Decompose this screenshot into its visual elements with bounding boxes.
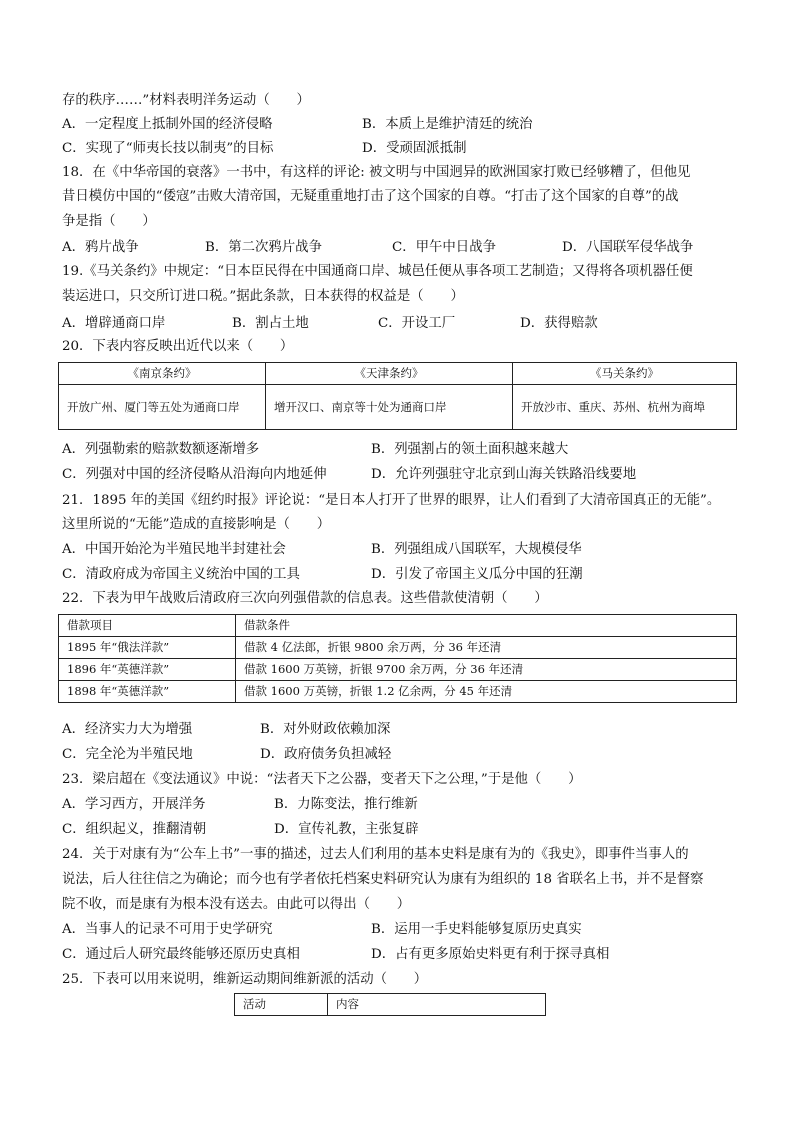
table-header-cell: 借款条件 (236, 615, 737, 637)
q18-option-d[interactable]: D．八国联军侵华战争 (562, 240, 694, 255)
q23-option-d[interactable]: D．宣传礼教，主张复辟 (274, 822, 419, 837)
q23-option-a[interactable]: A．学习西方，开展洋务 (62, 797, 206, 812)
q17-option-a[interactable]: A．一定程度上抵制外国的经济侵略 (62, 117, 273, 132)
q19-options (62, 315, 736, 333)
q18-options (62, 239, 736, 257)
q18-option-a[interactable]: A．鸦片战争 (62, 240, 139, 255)
table-header-row (59, 363, 737, 385)
table-cell: 借款 4 亿法郎，折银 9800 余万两，分 36 年还清 (236, 637, 737, 659)
q18-stem-line3: 争是指（ ） (62, 214, 156, 229)
q20-stem: 20．下表内容反映出近代以来（ ） (62, 339, 294, 354)
q23-options-row2 (62, 821, 736, 839)
q22-loan-table (58, 614, 737, 703)
q22-option-b[interactable]: B．对外财政依赖加深 (260, 722, 391, 737)
q22-options-row2 (62, 746, 736, 764)
table-cell: 开放广州、厦门等五处为通商口岸 (59, 385, 266, 430)
q19-option-d[interactable]: D．获得赔款 (520, 316, 598, 331)
q17-option-b[interactable]: B．本质上是维护清廷的统治 (362, 117, 533, 132)
q17-options-row1 (62, 116, 736, 134)
q24-options-row1 (62, 921, 736, 939)
table-header-cell: 借款项目 (59, 615, 236, 637)
q18-stem-line1: 18．在《中华帝国的衰落》一书中，有这样的评论: 被文明与中国迥异的欧洲国家打败已经够糟了，但他见 (62, 165, 691, 180)
q21-option-a[interactable]: A．中国开始沦为半殖民地半封建社会 (62, 542, 286, 557)
table-header-cell: 《天津条约》 (266, 363, 513, 385)
q21-option-d[interactable]: D．引发了帝国主义瓜分中国的狂潮 (371, 567, 583, 582)
q17-option-c[interactable]: C．实现了“师夷长技以制夷”的目标 (62, 141, 274, 156)
q17-stem-tail: 存的秩序……”材料表明洋务运动（ ） (62, 93, 310, 108)
table-cell: 1898 年“英德洋款” (59, 681, 236, 703)
q20-option-c[interactable]: C．列强对中国的经济侵略从沿海向内地延伸 (62, 467, 327, 482)
q24-stem-line1: 24．关于对康有为“公车上书”一事的描述，过去人们利用的基本史料是康有为的《我史》，即事件当事人的 (62, 847, 689, 862)
table-header-cell: 《南京条约》 (59, 363, 266, 385)
q22-option-d[interactable]: D．政府债务负担减轻 (260, 747, 392, 762)
table-cell: 借款 1600 万英镑，折银 9700 余万两，分 36 年还清 (236, 659, 737, 681)
table-row (59, 637, 737, 659)
q22-option-c[interactable]: C．完全沦为半殖民地 (62, 747, 193, 762)
q22-option-a[interactable]: A．经济实力大为增强 (62, 722, 193, 737)
q20-option-a[interactable]: A．列强勒索的赔款数额逐渐增多 (62, 442, 260, 457)
q19-option-b[interactable]: B．割占土地 (232, 316, 309, 331)
q21-options-row2 (62, 566, 736, 584)
q24-options-row2 (62, 946, 736, 964)
table-header-cell: 内容 (328, 994, 546, 1016)
q25-stem: 25．下表可以用来说明，维新运动期间维新派的活动（ ） (62, 972, 428, 987)
q24-option-c[interactable]: C．通过后人研究最终能够还原历史真相 (62, 947, 300, 962)
table-cell: 1895 年“俄法洋款” (59, 637, 236, 659)
q22-options-row1 (62, 721, 736, 739)
q21-stem-line1: 21．1895 年的美国《纽约时报》评论说：“是日本人打开了世界的眼界，让人们看到了大清帝国真正的无能”。 (62, 493, 721, 508)
q23-option-b[interactable]: B．力陈变法，推行维新 (274, 797, 418, 812)
q22-stem: 22．下表为甲午战败后清政府三次向列强借款的信息表。这些借款使清朝（ ） (62, 591, 548, 606)
table-cell: 开放沙市、重庆、苏州、杭州为商埠 (513, 385, 737, 430)
table-row (59, 681, 737, 703)
q20-option-b[interactable]: B．列强割占的领土面积越来越大 (371, 442, 569, 457)
q23-option-c[interactable]: C．组织起义，推翻清朝 (62, 822, 207, 837)
q19-option-c[interactable]: C．开设工厂 (378, 316, 456, 331)
q21-option-c[interactable]: C．清政府成为帝国主义统治中国的工具 (62, 567, 300, 582)
q20-options-row1 (62, 441, 736, 459)
q23-options-row1 (62, 796, 736, 814)
q25-activity-table (234, 993, 546, 1016)
q20-treaty-table (58, 362, 737, 430)
q24-stem-line2: 说法，后人往往信之为确论；而今也有学者依托档案史料研究认为康有为组织的 18 省联名上书，并不是督察 (62, 872, 704, 887)
q18-option-c[interactable]: C．甲午中日战争 (392, 240, 496, 255)
q17-options-row2 (62, 140, 736, 158)
q21-stem-line2: 这里所说的“无能”造成的直接影响是（ ） (62, 517, 331, 532)
q18-stem-line2: 昔日模仿中国的“倭寇”击败大清帝国，无疑重重地打击了这个国家的自尊。“打击了这个国家的自尊”的战 (62, 189, 679, 204)
table-header-row (59, 615, 737, 637)
q21-options-row1 (62, 541, 736, 559)
table-cell: 借款 1600 万英镑，折银 1.2 亿余两，分 45 年还清 (236, 681, 737, 703)
table-header-row (235, 994, 546, 1016)
q20-option-d[interactable]: D．允许列强驻守北京到山海关铁路沿线要地 (371, 467, 637, 482)
q19-stem-line2: 装运进口，只交所订进口税。”据此条款，日本获得的权益是（ ） (62, 289, 464, 304)
table-cell: 增开汉口、南京等十处为通商口岸 (266, 385, 513, 430)
q17-option-d[interactable]: D．受顽固派抵制 (362, 141, 467, 156)
table-header-cell: 活动 (235, 994, 328, 1016)
q20-options-row2 (62, 466, 736, 484)
q18-option-b[interactable]: B．第二次鸦片战争 (205, 240, 322, 255)
q24-stem-line3: 院不收，而是康有为根本没有送去。由此可以得出（ ） (62, 897, 411, 912)
table-row (59, 385, 737, 430)
table-cell: 1896 年“英德洋款” (59, 659, 236, 681)
q24-option-d[interactable]: D．占有更多原始史料更有利于探寻真相 (371, 947, 610, 962)
q24-option-b[interactable]: B．运用一手史料能够复原历史真实 (371, 922, 582, 937)
q23-stem: 23．梁启超在《变法通议》中说：“法者天下之公器，变者天下之公理，”于是他（ ） (62, 772, 582, 787)
q19-option-a[interactable]: A．增辟通商口岸 (62, 316, 166, 331)
table-header-cell: 《马关条约》 (513, 363, 737, 385)
table-row (59, 659, 737, 681)
q21-option-b[interactable]: B．列强组成八国联军，大规模侵华 (371, 542, 582, 557)
q19-stem-line1: 19.《马关条约》中规定：“日本臣民得在中国通商口岸、城邑任便从事各项工艺制造；又得将各项机器任便 (62, 264, 693, 279)
q24-option-a[interactable]: A．当事人的记录不可用于史学研究 (62, 922, 273, 937)
